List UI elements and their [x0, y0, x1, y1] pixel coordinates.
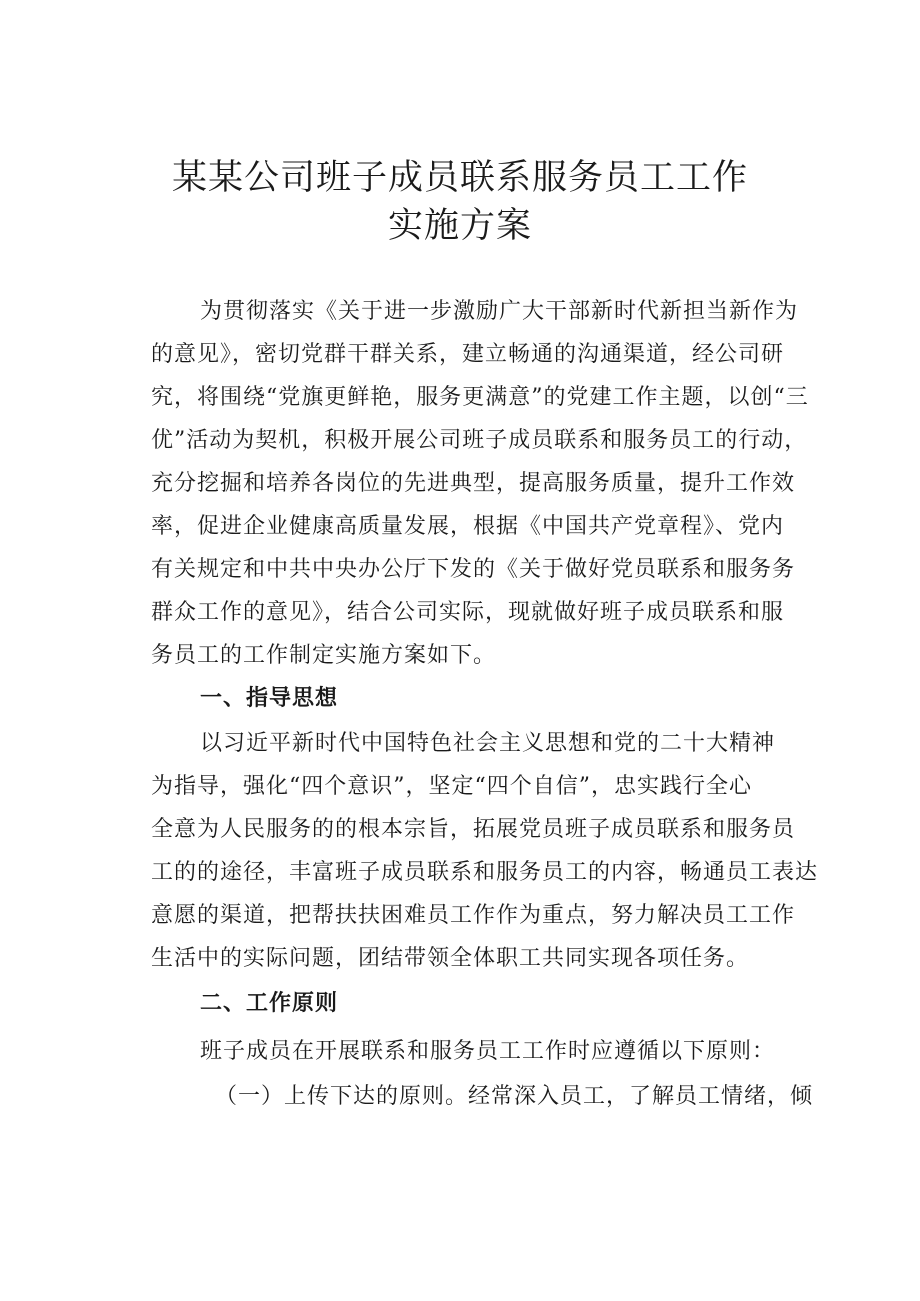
paragraph-line: 以习近平新时代中国特色社会主义思想和党的二十大精神	[200, 731, 776, 756]
paragraph-line: 究，将围绕“党旗更鲜艳，服务更满意”的党建工作主题，以创“三	[151, 385, 809, 410]
paragraph-line: 为贯彻落实《关于进一步激励广大干部新时代新担当新作为	[200, 299, 799, 324]
paragraph-line: 意愿的渠道，把帮扶扶困难员工作作为重点，努力解决员工工作	[151, 903, 796, 928]
section-heading-work-principles: 二、工作原则	[200, 991, 339, 1016]
paragraph-line: 优”活动为契机，积极开展公司班子成员联系和服务员工的行动，	[151, 428, 808, 453]
paragraph-line: 为指导，强化“四个意识”，坚定“四个自信”，忠实践行全心	[151, 774, 752, 799]
document-title-line2: 实施方案	[387, 206, 532, 246]
principle-item-1: （一）上传下达的原则。经常深入员工，了解员工情绪，倾	[215, 1084, 814, 1109]
paragraph-line: 率，促进企业健康高质量发展，根据《中国共产党章程》、党内	[151, 514, 785, 539]
document-title-line1: 某某公司班子成员联系服务员工工作	[171, 158, 748, 198]
paragraph-line: 工的的途径，丰富班子成员联系和服务员工的内容，畅通员工表达	[151, 860, 819, 885]
paragraph-line: 群众工作的意见》，结合公司实际，现就做好班子成员联系和服	[151, 600, 785, 625]
paragraph-line: 全意为人民服务的的根本宗旨，拓展党员班子成员联系和服务员	[151, 817, 796, 842]
paragraph-line: 的意见》，密切党群干群关系，建立畅通的沟通渠道，经公司研	[151, 342, 785, 367]
section-heading-guiding-ideology: 一、指导思想	[200, 686, 339, 711]
paragraph-line: 有关规定和中共中央办公厅下发的《关于做好党员联系和服务务	[151, 557, 796, 582]
principles-intro: 班子成员在开展联系和服务员工工作时应遵循以下原则：	[200, 1039, 776, 1064]
paragraph-line: 生活中的实际问题，团结带领全体职工共同实现各项任务。	[151, 946, 750, 971]
paragraph-line: 充分挖掘和培养各岗位的先进典型，提高服务质量，提升工作效	[151, 471, 796, 496]
paragraph-line: 务员工的工作制定实施方案如下。	[151, 643, 497, 668]
